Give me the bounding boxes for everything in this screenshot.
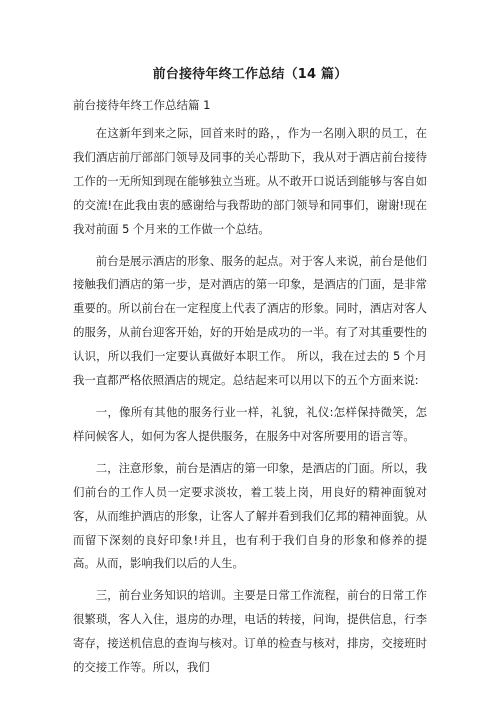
paragraph-5: 三，前台业务知识的培训。主要是日常工作流程，前台的日常工作很繁琐，客人入住，退房的办理，电话的转接，问询，提供信息，行李寄存，接送机信息的查询与核对。订单的检查与核对，排房，交接班时的交接工作等。所以，我们 (73, 588, 427, 675)
section-heading: 前台接待年终工作总结篇 1 (73, 98, 211, 112)
document-title: 前台接待年终工作总结（14 篇） (152, 67, 348, 82)
paragraph-4: 二，注意形象，前台是酒店的第一印象，是酒店的门面。所以，我们前台的工作人员一定要求淡妆，着工装上岗，用良好的精神面貌对客，从而维护酒店的形象，让客人了解并看到我们亿邦的精神面貌。从而留下深刻的良好印象!并且，也有利于我们自身的形象和修养的提高。从而，影响我们以后的人生。 (73, 460, 427, 571)
paragraph-1: 在这新年到来之际，回首来时的路，，作为一名刚入职的员工，在我们酒店前厅部部门领导及同事的关心帮助下，我从对于酒店前台接待工作的一无所知到现在能够独立当班。从不敢开口说话到能够与客自如的交流!在此我由衷的感谢给与我帮助的部门领导和同事们，谢谢!现在我对前面 5 个月来的工作做一个总结。 (73, 126, 427, 236)
paragraph-3: 一，像所有其他的服务行业一样，礼貌，礼仪:怎样保持微笑，怎样问候客人，如何为客人提供服务，在服务中对客所要用的语言等。 (73, 404, 427, 443)
paragraph-2: 前台是展示酒店的形象、服务的起点。对于客人来说，前台是他们接触我们酒店的第一步，是对酒店的第一印象，是酒店的门面，是非常重要的。所以前台在一定程度上代表了酒店的形象。同时，酒店对客人的服务，从前台迎客开始，好的开始是成功的一半。有了对其重要性的认识，所以我们一定要认真做好本职工作。 所以，我在过去的 5 个月我一直都严格依照酒店的规定。总结起来可以用以下的五个方面来说: (73, 253, 427, 388)
